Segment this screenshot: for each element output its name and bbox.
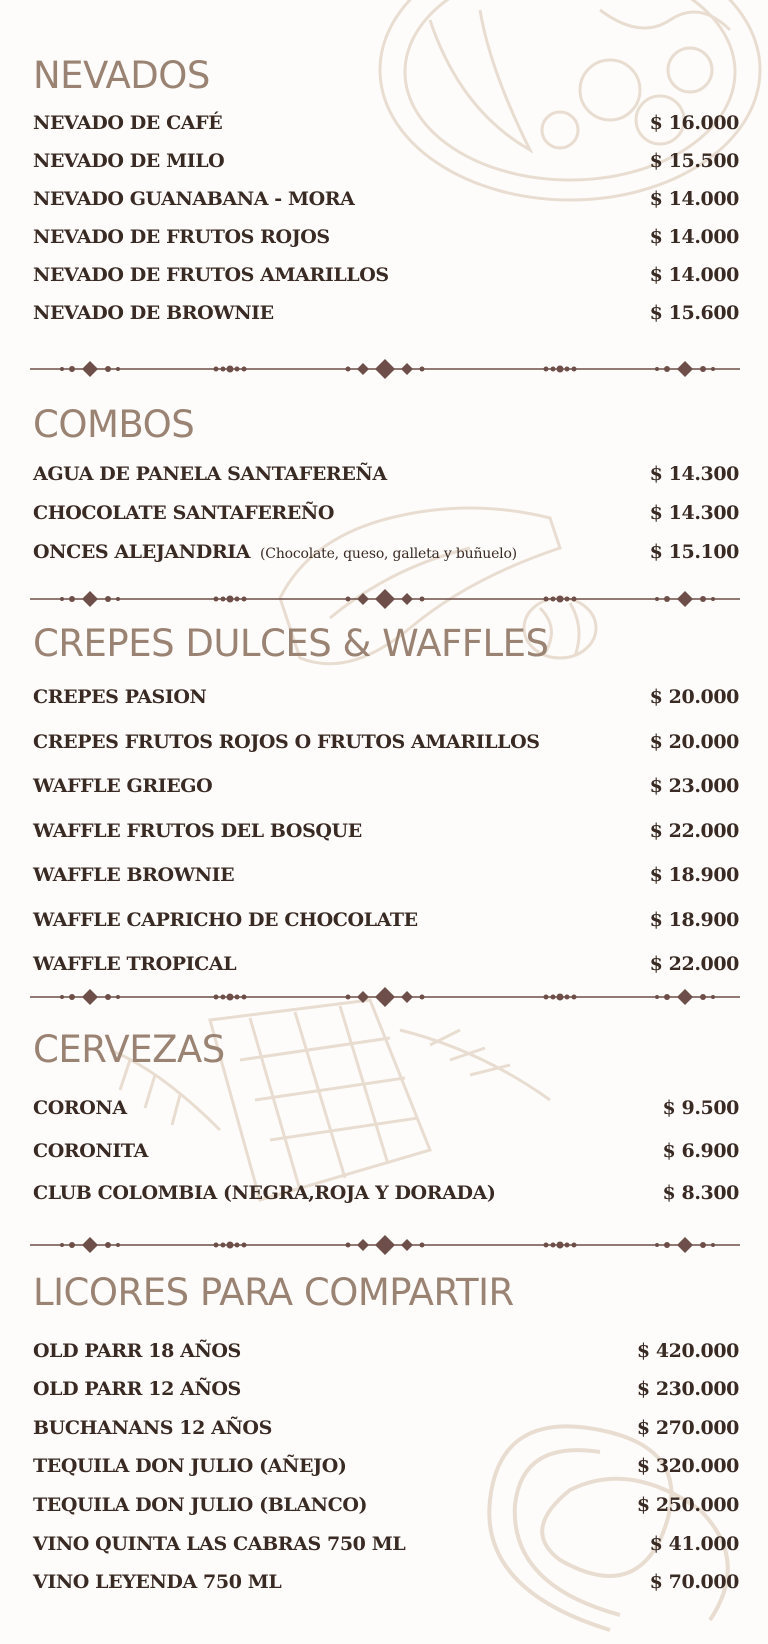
ornament-divider-icon (30, 356, 740, 382)
menu-item (33, 909, 739, 931)
menu-item-price: $ 420.000 (636, 1340, 739, 1362)
menu-item-label (33, 302, 274, 324)
menu-item (33, 188, 739, 210)
menu-item-name: CHOCOLATE SANTAFEREÑO (33, 502, 335, 524)
menu-item-price: $ 9.500 (662, 1097, 739, 1119)
menu-item-label (33, 1417, 272, 1439)
menu-item-price: $ 23.000 (649, 775, 739, 797)
menu-item (33, 775, 739, 797)
menu-item (33, 541, 739, 563)
menu-item-name: CLUB COLOMBIA (NEGRA,ROJA Y DORADA) (33, 1182, 496, 1204)
menu-item-name: ONCES ALEJANDRIA (33, 541, 251, 563)
menu-item-price: $ 14.000 (649, 264, 739, 286)
menu-item-price: $ 15.500 (649, 150, 739, 172)
menu-item (33, 864, 739, 886)
section-title: NEVADOS (33, 54, 210, 97)
menu-item-name: CREPES FRUTOS ROJOS O FRUTOS AMARILLOS (33, 731, 540, 753)
menu-item-label (33, 775, 212, 797)
menu-item-name: NEVADO DE FRUTOS ROJOS (33, 226, 330, 248)
menu-item (33, 820, 739, 842)
menu-item-price: $ 6.900 (662, 1140, 739, 1162)
menu-item-label (33, 1378, 241, 1400)
menu-item-label (33, 953, 236, 975)
menu-item-price: $ 22.000 (649, 953, 739, 975)
menu-item-price: $ 16.000 (649, 112, 739, 134)
menu-item (33, 686, 739, 708)
menu-item-label (33, 541, 517, 563)
menu-item-price: $ 18.900 (649, 909, 739, 931)
menu-item-name: VINO QUINTA LAS CABRAS 750 ML (33, 1533, 406, 1555)
menu-item-price: $ 18.900 (649, 864, 739, 886)
menu-item-price: $ 14.300 (649, 502, 739, 524)
menu-item (33, 1417, 739, 1439)
section-title: CREPES DULCES & WAFFLES (33, 622, 549, 665)
menu-item-name: WAFFLE TROPICAL (33, 953, 237, 975)
menu-item-label (33, 463, 387, 485)
menu-item-label (33, 731, 540, 753)
menu-item (33, 1455, 739, 1477)
menu-item-name: VINO LEYENDA 750 ML (33, 1571, 282, 1593)
menu-item (33, 502, 739, 524)
menu-item-note: (Chocolate, queso, galleta y buñuelo) (260, 546, 517, 562)
menu-item-label (33, 1182, 495, 1204)
menu-item (33, 1182, 739, 1204)
section-title: CERVEZAS (33, 1028, 225, 1071)
menu-item-price: $ 20.000 (649, 686, 739, 708)
menu-item-label (33, 1455, 346, 1477)
menu-item (33, 150, 739, 172)
menu-item-price: $ 320.000 (636, 1455, 739, 1477)
menu-item-label (33, 502, 334, 524)
section-title: LICORES PARA COMPARTIR (33, 1271, 514, 1314)
section-title: COMBOS (33, 403, 195, 446)
menu-item (33, 731, 739, 753)
platter-sketch-icon (370, 0, 768, 220)
menu-item-label (33, 1533, 405, 1555)
menu-item-price: $ 20.000 (649, 731, 739, 753)
menu-item-price: $ 14.000 (649, 226, 739, 248)
menu-item-name: OLD PARR 12 AÑOS (33, 1378, 241, 1400)
menu-item-price: $ 14.000 (649, 188, 739, 210)
menu-item-name: CREPES PASION (33, 686, 207, 708)
menu-item-label (33, 864, 234, 886)
menu-item-name: NEVADO DE CAFÉ (33, 112, 223, 134)
ornament-divider-icon (30, 586, 740, 612)
menu-item-price: $ 41.000 (649, 1533, 739, 1555)
menu-item-price: $ 22.000 (649, 820, 739, 842)
menu-item-name: NEVADO DE BROWNIE (33, 302, 274, 324)
menu-item (33, 463, 739, 485)
menu-item-price: $ 14.300 (649, 463, 739, 485)
menu-item-name: BUCHANANS 12 AÑOS (33, 1417, 272, 1439)
ornament-divider-icon (30, 1232, 740, 1258)
menu-item-name: WAFFLE BROWNIE (33, 864, 235, 886)
menu-item-name: WAFFLE GRIEGO (33, 775, 213, 797)
menu-item-price: $ 250.000 (636, 1494, 739, 1516)
menu-item-name: CORONITA (33, 1140, 148, 1162)
menu-item-name: AGUA DE PANELA SANTAFEREÑA (33, 463, 387, 485)
menu-item (33, 1494, 739, 1516)
menu-item (33, 1340, 739, 1362)
menu-item-price: $ 270.000 (636, 1417, 739, 1439)
menu-item (33, 112, 739, 134)
menu-item-name: NEVADO DE MILO (33, 150, 225, 172)
menu-item-label (33, 909, 418, 931)
menu-item (33, 1533, 739, 1555)
menu-item-name: WAFFLE FRUTOS DEL BOSQUE (33, 820, 362, 842)
menu-item-name: CORONA (33, 1097, 127, 1119)
menu-item (33, 1378, 739, 1400)
menu-item (33, 264, 739, 286)
menu-item-label (33, 1097, 127, 1119)
menu-item-label (33, 1494, 367, 1516)
menu-item-label (33, 1140, 148, 1162)
menu-item-label (33, 264, 389, 286)
menu-item (33, 1571, 739, 1593)
menu-item-name: NEVADO GUANABANA - MORA (33, 188, 355, 210)
menu-item-price: $ 70.000 (649, 1571, 739, 1593)
menu-item (33, 953, 739, 975)
menu-item (33, 1140, 739, 1162)
menu-item-label (33, 112, 222, 134)
menu-item-name: WAFFLE CAPRICHO DE CHOCOLATE (33, 909, 418, 931)
menu-item-label (33, 686, 206, 708)
menu-item-price: $ 15.600 (649, 302, 739, 324)
menu-item-name: OLD PARR 18 AÑOS (33, 1340, 241, 1362)
menu-item-label (33, 820, 362, 842)
menu-item-price: $ 15.100 (649, 541, 739, 563)
menu-item (33, 1097, 739, 1119)
menu-item-label (33, 1340, 241, 1362)
menu-item-name: NEVADO DE FRUTOS AMARILLOS (33, 264, 389, 286)
menu-item-price: $ 8.300 (662, 1182, 739, 1204)
menu-item-label (33, 188, 355, 210)
menu-item-price: $ 230.000 (636, 1378, 739, 1400)
menu-item (33, 302, 739, 324)
menu-item-name: TEQUILA DON JULIO (AÑEJO) (33, 1455, 347, 1477)
menu-item-name: TEQUILA DON JULIO (BLANCO) (33, 1494, 368, 1516)
menu-item-label (33, 150, 224, 172)
ornament-divider-icon (30, 984, 740, 1010)
menu-item-label (33, 226, 330, 248)
menu-item-label (33, 1571, 281, 1593)
menu-item (33, 226, 739, 248)
